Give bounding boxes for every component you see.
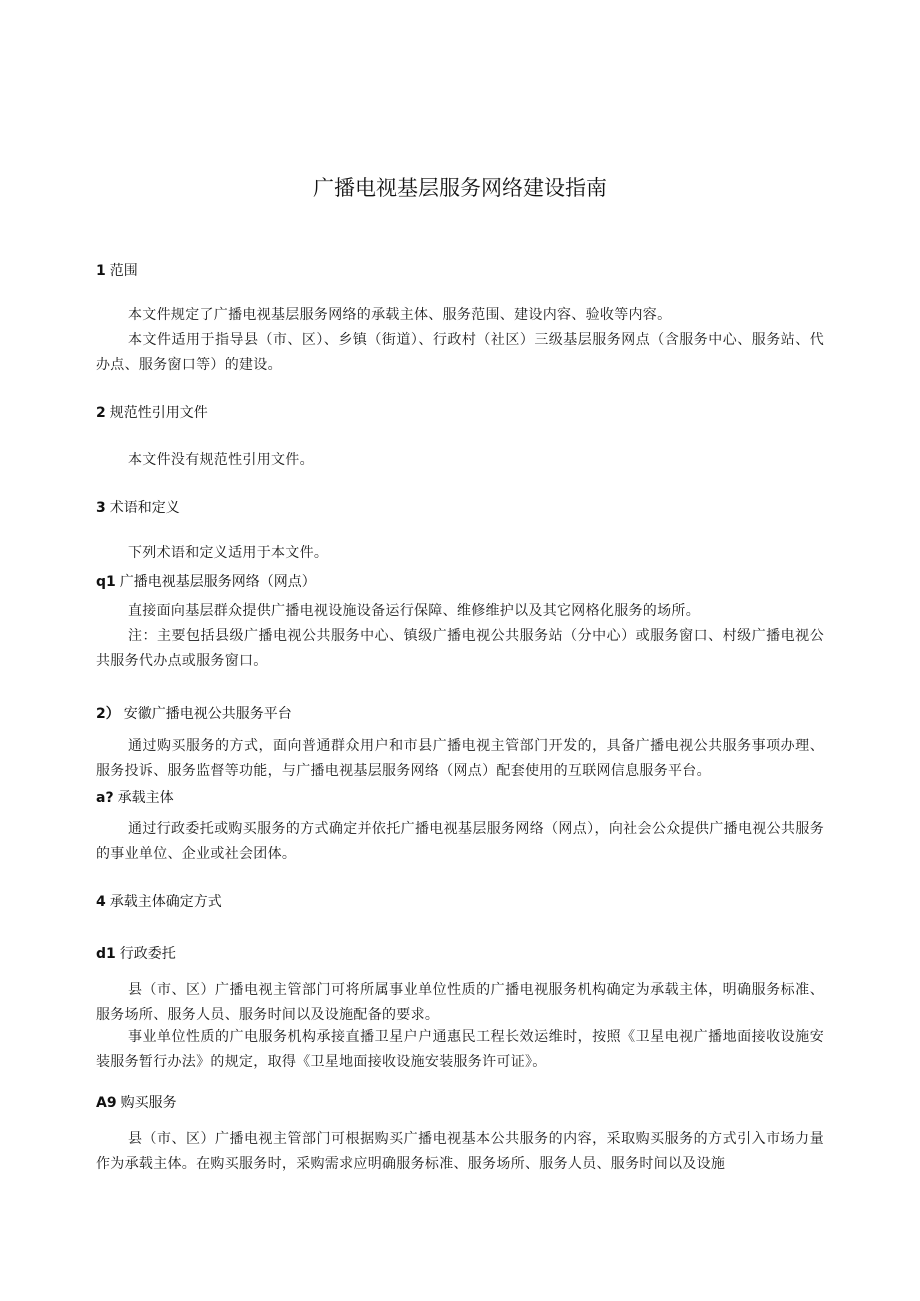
- section-label: 规范性引用文件: [109, 405, 208, 421]
- paragraph: 通过行政委托或购买服务的方式确定并依托广播电视基层服务网络（网点），向社会公众提供广播电视公共服务的事业单位、企业或社会团体。: [96, 821, 824, 862]
- section-number: A9: [96, 1095, 117, 1111]
- paragraph: 县（市、区）广播电视主管部门可将所属事业单位性质的广播电视服务机构确定为承载主体，明确服务标准、服务场所、服务人员、服务时间以及设施配备的要求。: [96, 982, 824, 1023]
- term-heading-2: [96, 703, 824, 723]
- section-label: 广播电视基层服务网络（网点）: [119, 574, 316, 590]
- subsection-heading-d1: [96, 943, 824, 963]
- term-heading-a: [96, 787, 824, 807]
- section-number: 2: [96, 405, 106, 421]
- section-number: a?: [96, 790, 114, 806]
- section-label: 承载主体确定方式: [109, 894, 222, 910]
- paragraph: 本文件没有规范性引用文件。: [128, 452, 314, 468]
- section-label: 术语和定义: [109, 500, 180, 516]
- section-heading-1: [96, 260, 824, 280]
- section-number: 3: [96, 500, 106, 516]
- paragraph: 通过购买服务的方式，面向普通群众用户和市县广播电视主管部门开发的，具备广播电视公共服务事项办理、服务投诉、服务监督等功能，与广播电视基层服务网络（网点）配套使用的互联网信息服务平台。: [96, 738, 824, 779]
- section-heading-3: [96, 497, 824, 517]
- document-title: 广播电视基层服务网络建设指南: [313, 176, 607, 200]
- section-label: 购买服务: [120, 1095, 177, 1111]
- section-number: 2）: [96, 706, 120, 722]
- subsection-heading-a9: [96, 1092, 824, 1112]
- section-label: 安徽广播电视公共服务平台: [123, 706, 292, 722]
- section-heading-2: [96, 402, 824, 422]
- section-label: 行政委托: [119, 946, 176, 962]
- paragraph: 本文件规定了广播电视基层服务网络的承载主体、服务范围、建设内容、验收等内容。: [128, 307, 672, 323]
- section-label: 承载主体: [117, 790, 174, 806]
- note-paragraph: 注：主要包括县级广播电视公共服务中心、镇级广播电视公共服务站（分中心）或服务窗口、村级广播电视公共服务代办点或服务窗口。: [96, 628, 824, 669]
- paragraph: 直接面向基层群众提供广播电视设施设备运行保障、维修维护以及其它网格化服务的场所。: [128, 603, 700, 619]
- paragraph: 本文件适用于指导县（市、区）、乡镇（街道）、行政村（社区）三级基层服务网点（含服务中心、服务站、代办点、服务窗口等）的建设。: [96, 332, 824, 373]
- section-heading-4: [96, 891, 824, 911]
- paragraph: 事业单位性质的广电服务机构承接直播卫星户户通惠民工程长效运维时，按照《卫星电视广播地面接收设施安装服务暂行办法》的规定，取得《卫星地面接收设施安装服务许可证》。: [96, 1029, 824, 1070]
- section-label: 范围: [109, 263, 138, 279]
- section-number: q1: [96, 574, 116, 590]
- paragraph: 下列术语和定义适用于本文件。: [128, 545, 329, 561]
- term-heading-q1: [96, 571, 824, 591]
- paragraph: 县（市、区）广播电视主管部门可根据购买广播电视基本公共服务的内容，采取购买服务的方式引入市场力量作为承载主体。在购买服务时，采购需求应明确服务标准、服务场所、服务人员、服务时间以及设施: [96, 1131, 824, 1172]
- section-number: 4: [96, 894, 106, 910]
- section-number: 1: [96, 263, 106, 279]
- section-number: d1: [96, 946, 116, 962]
